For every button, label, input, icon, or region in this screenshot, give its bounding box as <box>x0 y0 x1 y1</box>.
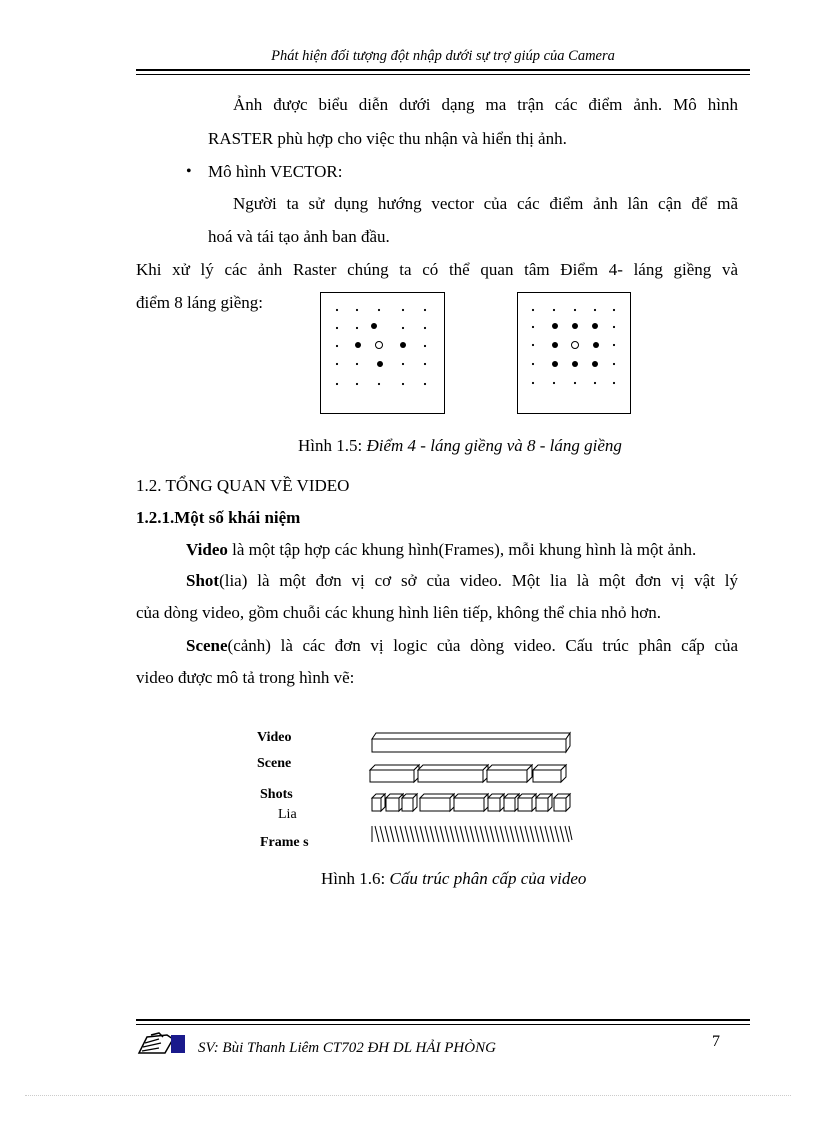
four-neighbour-grid <box>320 292 445 414</box>
shot-definition-line-2: của dòng video, gồm chuỗi các khung hình liên tiếp, không thể chia nhỏ hơn. <box>136 603 662 622</box>
video-block <box>372 733 570 752</box>
video-term: Video <box>186 540 228 559</box>
scene-definition-line-2: video được mô tả trong hình vẽ: <box>136 668 355 687</box>
running-header: Phát hiện đối tượng đột nhập dưới sự trợ giúp của Camera <box>271 48 615 64</box>
figure-1-6-caption <box>321 869 586 889</box>
eight-neighbour-grid <box>517 292 631 414</box>
bullet-vector-model: Mô hình VECTOR: <box>208 162 343 181</box>
scene-blocks <box>370 765 566 782</box>
figure-1-5-caption <box>298 436 622 456</box>
figure-1-6-caption-title: Cấu trúc phân cấp của video <box>389 869 587 888</box>
page-bottom-divider <box>25 1095 791 1096</box>
label-frames: Frame s <box>260 835 309 850</box>
header-rule-thin <box>136 74 750 75</box>
video-definition-text: là một tập hợp các khung hình(Frames), mỗi khung hình là một ảnh. <box>227 540 697 559</box>
shot-blocks <box>372 794 570 811</box>
shot-definition-text: (lia) là một đơn vị cơ sở của video. Một lia là một đơn vị vật lý <box>219 571 738 590</box>
scene-definition-line-1 <box>186 635 738 657</box>
label-video: Video <box>257 730 292 745</box>
neighbour-intro-line-1: Khi xử lý các ảnh Raster chúng ta có thể quan tâm Điểm 4- láng giềng và <box>136 260 738 279</box>
footer-student-info: SV: Bùi Thanh Liêm CT702 ĐH DL HẢI PHÒNG <box>198 1040 496 1056</box>
bullet-icon: • <box>186 163 192 180</box>
header-rule-thick <box>136 69 750 71</box>
frame-strip <box>372 826 572 842</box>
figure-1-6-caption-prefix: Hình 1.6: <box>321 869 390 888</box>
vector-desc-line-2: hoá và tái tạo ảnh ban đầu. <box>208 227 390 246</box>
eight-neighbour-dots <box>518 293 630 413</box>
footer-rule-thin <box>136 1024 750 1025</box>
label-lia: Lia <box>278 807 297 822</box>
four-neighbour-dots <box>321 293 444 413</box>
figure-1-5-caption-prefix: Hình 1.5: <box>298 436 367 455</box>
neighbour-intro-line-2: điểm 8 láng giềng: <box>136 293 264 312</box>
raster-desc-line-2: RASTER phù hợp cho việc thu nhận và hiển thị ảnh. <box>208 129 567 148</box>
shot-term: Shot <box>186 571 220 590</box>
section-heading: 1.2. TỔNG QUAN VỀ VIDEO <box>136 476 350 495</box>
label-scene: Scene <box>257 756 292 771</box>
video-hierarchy-diagram <box>366 728 576 850</box>
vector-desc-line-1: Người ta sử dụng hướng vector của các điểm ảnh lân cận để mã <box>233 194 738 213</box>
footer-rule-thick <box>136 1019 750 1021</box>
page-number: 7 <box>712 1033 720 1050</box>
video-definition <box>186 539 696 561</box>
scene-definition-text: (cảnh) là các đơn vị logic của dòng video. Cấu trúc phân cấp của <box>227 636 738 655</box>
shot-definition-line-1 <box>186 570 738 592</box>
writing-hand-icon <box>137 1031 187 1055</box>
raster-desc-line-1: Ảnh được biểu diễn dưới dạng ma trận các điểm ảnh. Mô hình <box>233 95 738 114</box>
scene-term: Scene <box>186 636 228 655</box>
figure-1-5-caption-title: Điểm 4 - láng giềng và 8 - láng giềng <box>366 436 622 455</box>
subsection-heading: 1.2.1.Một số khái niệm <box>136 508 301 527</box>
label-shots: Shots <box>260 787 293 802</box>
